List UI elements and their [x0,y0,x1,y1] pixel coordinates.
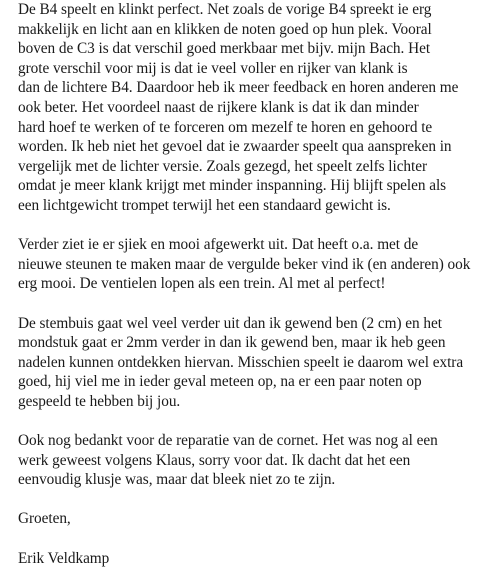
text-line: makkelijk en licht aan en klikken de noten goed op hun plek. Vooral [18,20,432,38]
text-line: een lichtgewicht trompet terwijl het een standaard gewicht is. [18,196,391,214]
text-line: werk geweest volgens Klaus, sorry voor dat. Ik dacht dat het een [18,451,411,469]
text-line: De stembuis gaat wel veel verder uit dan ik gewend ben (2 cm) en het [18,314,442,332]
closing-greeting [18,509,496,529]
signature [18,549,496,568]
paragraph-2 [18,235,496,294]
text-line: hard hoef te werken of te forceren om mezelf te horen en gehoord te [18,118,433,136]
text-line: De B4 speelt en klinkt perfect. Net zoals de vorige B4 spreekt ie erg [18,1,432,18]
text-line: boven de C3 is dat verschil goed merkbaar met bijv. mijn Bach. Het [18,40,431,58]
signature-name: Erik Veldkamp [18,549,110,567]
paragraph-1 [18,0,496,216]
text-line: nieuwe steunen te maken maar de vergulde beker vind ik (en anderen) ook [18,255,471,273]
text-line: ook beter. Het voordeel naast de rijkere klank is dat ik dan minder [18,98,419,116]
text-line: nadelen kunnen ontdekken hiervan. Misschien speelt ie daarom wel extra [18,353,464,371]
text-line: grote verschil voor mij is dat ie veel voller en rijker van klank is [18,59,408,77]
text-line: erg mooi. De ventielen lopen als een trein. Al met al perfect! [18,275,386,293]
text-line: dan de lichtere B4. Daardoor heb ik meer feedback en horen anderen me [18,79,459,97]
greeting-text: Groeten, [18,510,71,528]
paragraph-3 [18,314,496,412]
text-line: goed, hij viel me in ieder geval meteen op, na er een paar noten op [18,373,422,391]
text-line: eenvoudig klusje was, maar dat bleek niet zo te zijn. [18,471,336,489]
paragraph-4 [18,431,496,490]
text-line: vergelijk met de lichter versie. Zoals gezegd, het speelt zelfs lichter [18,157,428,175]
letter-body [18,0,496,568]
text-line: mondstuk gaat er 2mm verder in dan ik gewend ben, maar ik heb geen [18,334,446,352]
text-line: Ook nog bedankt voor de reparatie van de cornet. Het was nog al een [18,432,438,450]
text-line: gespeeld te hebben bij jou. [18,392,181,410]
text-line: worden. Ik heb niet het gevoel dat ie zwaarder speelt qua aanspreken in [18,138,452,156]
text-line: Verder ziet ie er sjiek en mooi afgewerkt uit. Dat heeft o.a. met de [18,236,419,254]
text-line: omdat je meer klank krijgt met minder inspanning. Hij blijft spelen als [18,177,447,195]
